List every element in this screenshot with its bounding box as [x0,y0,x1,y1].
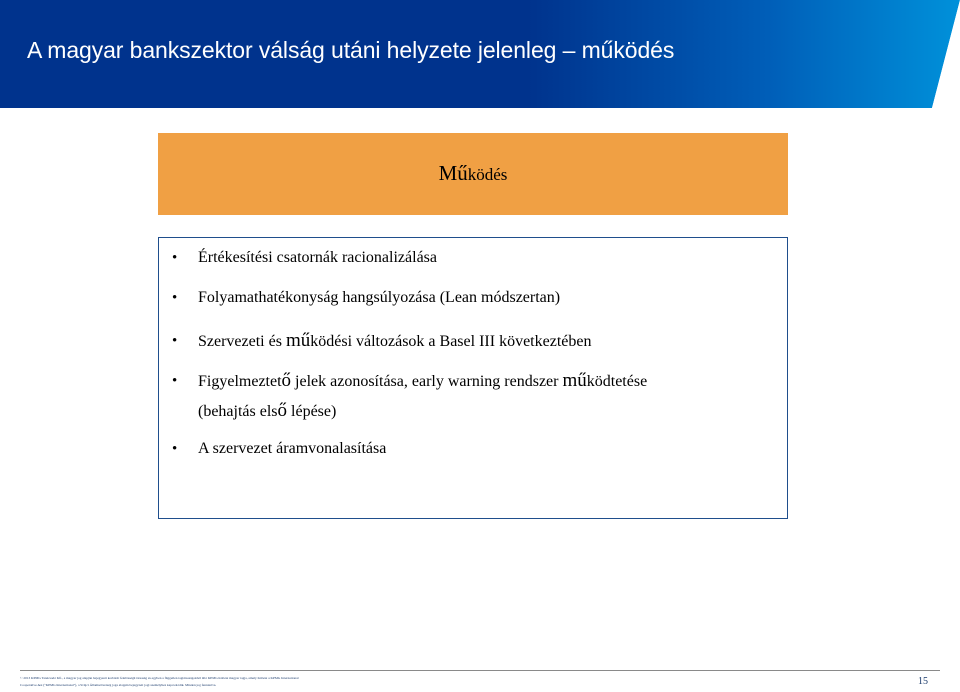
list-item-text [198,434,386,464]
list-item-text [198,283,560,313]
section-heading [158,161,788,186]
bullet-dot: • [172,250,178,266]
slide-header [0,0,960,108]
section-heading-rest: ködés [467,165,508,184]
text-run: A szervezet áramvonalasítása [198,440,387,457]
bullet-dot: • [172,441,178,457]
text-run: mű [285,330,311,351]
list-item-text [198,243,437,273]
bullet-dot: • [172,333,178,349]
text-run: mű [562,370,587,391]
section-heading-big: Mű [438,161,468,185]
bullet-dot: • [172,290,178,306]
list-item-text [198,366,647,397]
text-run: jelek azonosítása, early warning rendszer [291,373,563,390]
text-run: lépése) [287,403,337,420]
text-run: ő [281,370,292,391]
text-run: ő [277,400,288,421]
list-item-text [198,326,591,357]
page-title: A magyar bankszektor válság utáni helyzete jelenleg – működés [27,37,675,63]
footer-divider [20,670,940,671]
list-item-text [198,396,336,427]
legal-notice-line-2: Cooperative-hez ("KPMG International"), a Svájci Államszövetség joga alapján bejegyzett jogi személyhez kapcsolódik. Minden jog fenntartva. [20,683,217,687]
text-run: ködési változások a Basel III következtében [310,333,592,350]
text-run: Értékesítési csatornák racionalizálása [198,249,437,266]
text-run: Szervezeti és [198,333,286,350]
bullet-dot: • [172,373,178,389]
text-run: ködtetése [586,373,648,390]
text-run: (behajtás els [198,403,278,420]
legal-notice-line-1: © 2013 KPMG Tanácsadó Kft., a magyar jog alapján bejegyzett korlátolt felelősségű társaság és egyben a független tagtársaságokból álló KPMG hálózat magyar tagja, amely hálózat a KPMG International [20,676,299,680]
text-run: Folyamathatékonyság hangsúlyozása (Lean módszertan) [198,289,561,306]
bullet-list-box [158,237,788,519]
section-heading-box [158,133,788,215]
text-run: Figyelmeztet [198,373,282,390]
page-number: 15 [918,676,928,687]
